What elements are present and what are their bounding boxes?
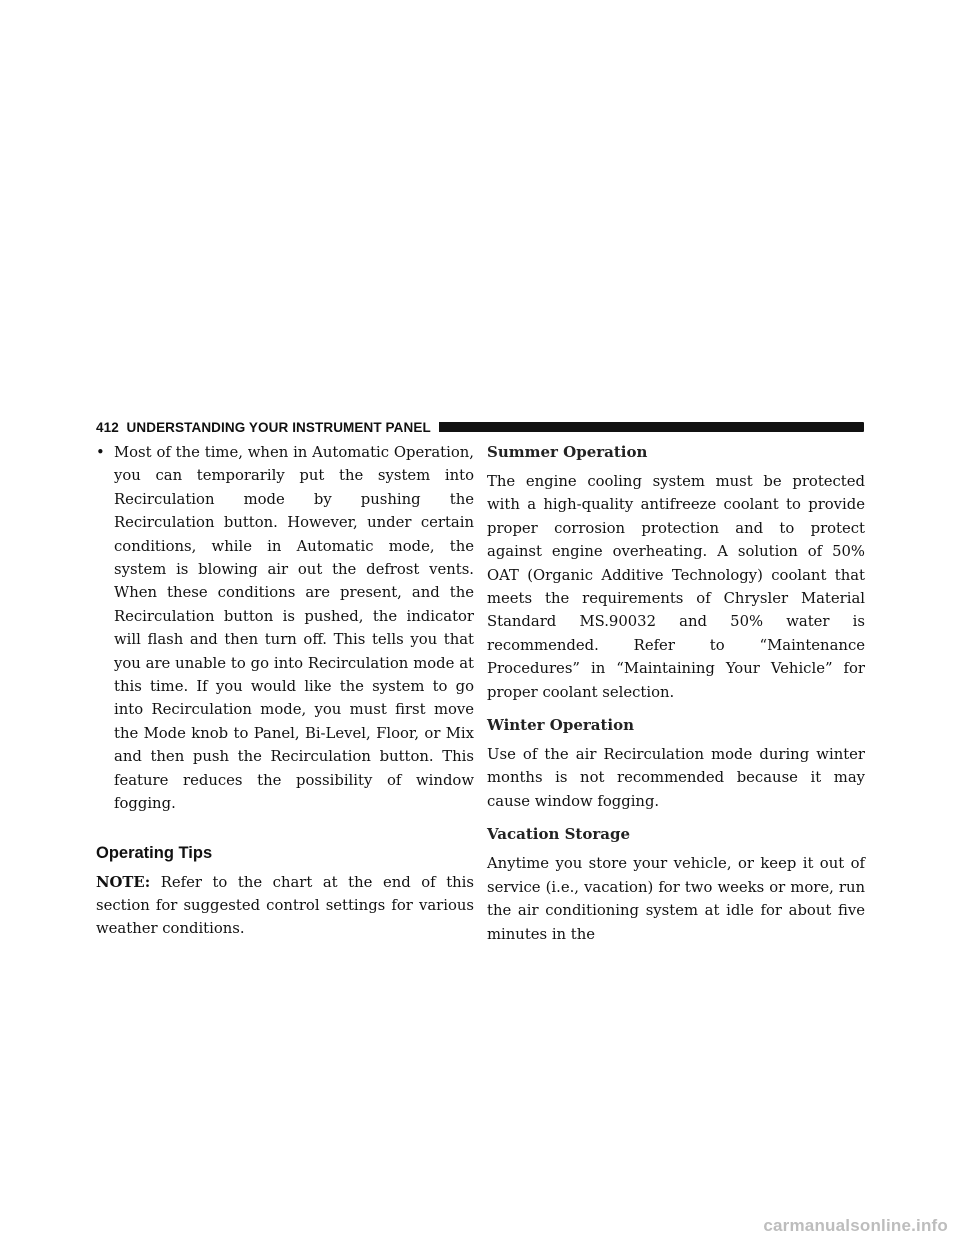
bullet-icon: • [96,444,105,461]
summer-operation-text: The engine cooling system must be protected with a high-quality antifreeze coolant to provide proper corrosion protection and to protect against engine overheating. A solution of 50% OAT (Organic Additive Technology) coolant that meets the requirements of Chrysler Material Standard MS.90032 and 50% water is recommended. Refer to “Maintenance Procedures” in “Maintaining Your Vehicle” for proper coolant selection. [487,473,865,701]
bullet-text: Most of the time, when in Automatic Operation, you can temporarily put the system into Recirculation mode by pushing the Recirculation button. However, under certain conditions, while in Automatic mode, the system is blowing air out the defrost vents. When these conditions are present, and the Recirculation button is pushed, the indicator will flash and then turn off. This tells you that you are unable to go into Recirculation mode at this time. If you would like the system to go into Recirculation mode, you must first move the Mode knob to Panel, Bi-Level, Floor, or Mix and then push the Recirculation button. This feature reduces the possibility of window fogging. [114,444,474,813]
right-column [487,441,865,946]
bullet-item [96,441,474,816]
section-title: UNDERSTANDING YOUR INSTRUMENT PANEL [126,419,431,435]
note-paragraph [96,871,474,941]
page-header [96,416,864,438]
note-label: NOTE: [96,873,151,891]
watermark: carmanualsonline.info [763,1216,948,1235]
note-text: Refer to the chart at the end of this section for suggested control settings for various weather conditions. [96,873,474,938]
winter-operation-heading: Winter Operation [487,716,635,735]
operating-tips-heading: Operating Tips [96,843,213,862]
vacation-storage-text: Anytime you store your vehicle, or keep it out of service (i.e., vacation) for two weeks or more, run the air conditioning system at idle for about five minutes in the [487,855,865,943]
vacation-storage-heading: Vacation Storage [487,825,631,844]
header-rule-bar [439,422,864,432]
summer-operation-heading: Summer Operation [487,443,648,461]
page-header-text [96,420,431,435]
page-number: 412 [96,419,119,435]
winter-operation-text: Use of the air Recirculation mode during winter months is not recommended because it may cause window fogging. [487,746,865,810]
left-column [96,441,474,941]
